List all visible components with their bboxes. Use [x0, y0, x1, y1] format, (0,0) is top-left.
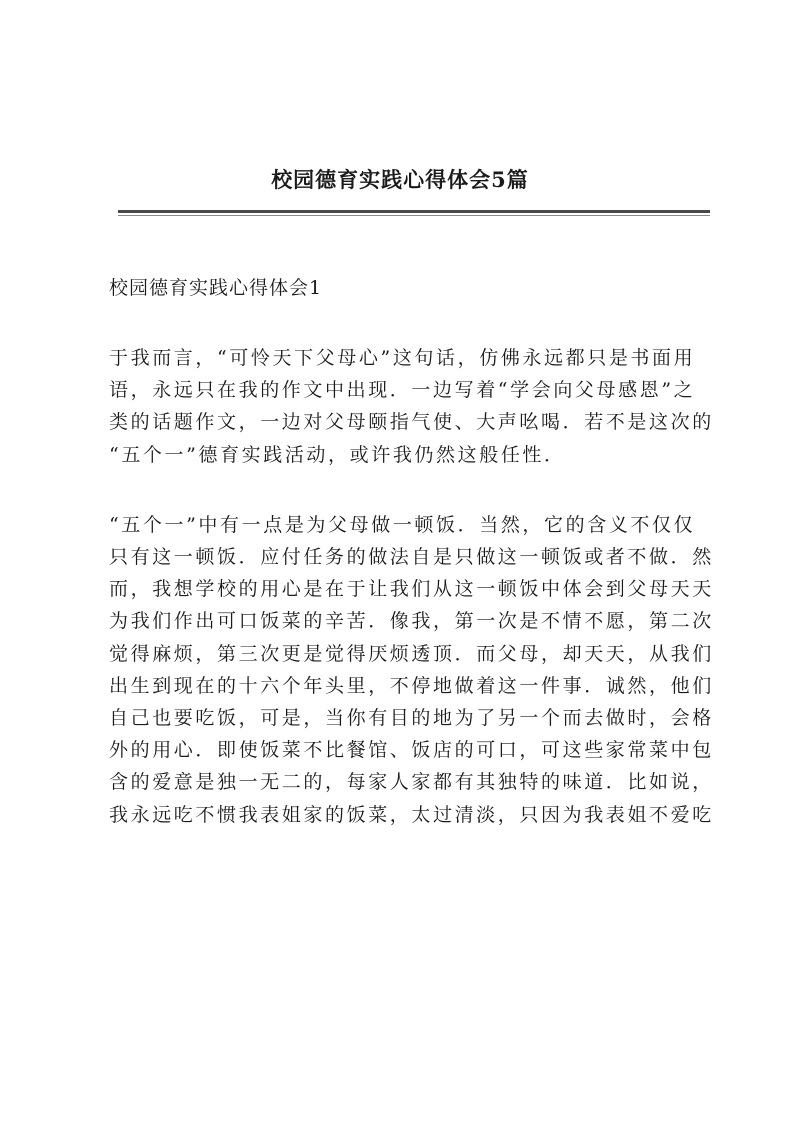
- paragraph-line: 自己也要吃饭，可是，当你有目的地为了另一个而去做时，会格: [109, 707, 714, 730]
- paragraph-line: 外的用心．即使饭菜不比餐馆、饭店的可口，可这些家常菜中包: [109, 739, 714, 762]
- paragraph-line: 而，我想学校的用心是在于让我们从这一顿饭中体会到父母天天: [109, 578, 714, 601]
- paragraph-line: “五个一”德育实践活动，或许我仍然这般任性．: [109, 443, 566, 466]
- paragraph-line: 出生到现在的十六个年头里，不停地做着这一件事．诚然，他们: [109, 674, 714, 697]
- paragraph-line: 只有这一顿饭．应付任务的做法自是只做这一顿饭或者不做．然: [109, 546, 714, 569]
- title-divider: [118, 210, 710, 213]
- paragraph-line: 我永远吃不惯我表姐家的饭菜，太过清淡，只因为我表姐不爱吃: [109, 803, 714, 826]
- title-divider-thin: [118, 215, 710, 216]
- paragraph-line: 类的话题作文，一边对父母颐指气使、大声吆喝．若不是这次的: [109, 411, 714, 434]
- paragraph-line: 觉得麻烦，第三次更是觉得厌烦透顶．而父母，却天天，从我们: [109, 642, 714, 665]
- document-title: 校园德育实践心得体会5篇: [271, 167, 529, 192]
- paragraph-line: 于我而言，“可怜天下父母心”这句话，仿佛永远都只是书面用: [109, 347, 696, 369]
- paragraph-line: 语，永远只在我的作文中出现．一边写着“学会向父母感恩”之: [109, 379, 696, 402]
- document-body: [109, 272, 714, 869]
- section-heading: 校园德育实践心得体会1: [109, 277, 323, 299]
- paragraph-line: “五个一”中有一点是为父母做一顿饭．当然，它的含义不仅仅: [109, 513, 696, 536]
- paragraph-1: [109, 342, 714, 471]
- paragraph-line: 为我们作出可口饭菜的辛苦．像我，第一次是不情不愿，第二次: [109, 610, 714, 633]
- paragraph-2: [109, 509, 714, 831]
- paragraph-line: 含的爱意是独一无二的，每家人家都有其独特的味道．比如说，: [109, 771, 714, 794]
